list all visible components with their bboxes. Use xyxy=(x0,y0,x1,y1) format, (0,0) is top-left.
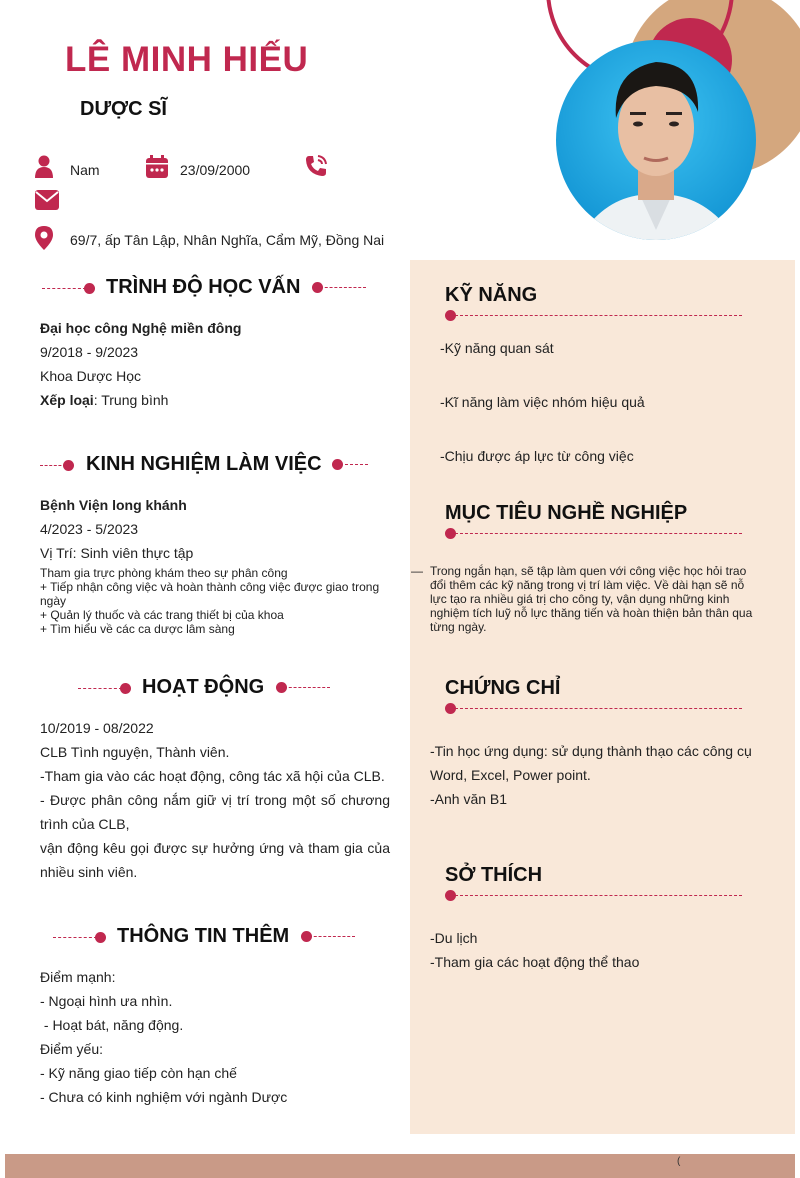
extra-line: - Chưa có kinh nghiệm với ngành Dược xyxy=(40,1089,288,1105)
hobby-item: -Tham gia các hoạt động thể thao xyxy=(430,954,640,970)
skill-item: -Kỹ năng quan sát xyxy=(440,340,554,356)
extra-details xyxy=(40,965,390,1109)
education-dot-left xyxy=(84,283,95,294)
extra-line: Điểm mạnh: xyxy=(40,969,116,985)
experience-dot-left xyxy=(63,460,74,471)
education-title: TRÌNH ĐỘ HỌC VẤN xyxy=(106,276,301,298)
experience-dash-right xyxy=(340,464,368,465)
footer-mark: ( xyxy=(677,1156,681,1167)
extra-dash-right xyxy=(309,936,355,937)
activities-line: - Được phân công nắm giữ vị trí trong một số chương trình của CLB, xyxy=(40,792,390,832)
experience-line: + Tìm hiểu về các ca dược lâm sàng xyxy=(40,622,235,636)
objective-text: Trong ngắn hạn, sẽ tập làm quen với công việc học hỏi trao đổi thêm các kỹ năng trong vị trí làm việc. Về dài hạn sẽ nỗ lực tạo ra nhiều giá trị cho công ty, vận dụng những kinh nghiệm tích luỹ nỗ lực thăng tiến và hoàn thiện bản thân qua từng ngày. xyxy=(430,564,753,634)
hobbies-divider xyxy=(455,895,742,896)
experience-title: KINH NGHIỆM LÀM VIỆC xyxy=(86,453,322,475)
experience-company: Bệnh Viện long khánh xyxy=(40,497,187,513)
skills-title: KỸ NĂNG xyxy=(445,284,538,306)
activities-org: CLB Tình nguyện, Thành viên. xyxy=(40,744,230,760)
objective-title: MỤC TIÊU NGHỀ NGHIỆP xyxy=(445,502,688,524)
education-dash-right xyxy=(320,287,366,288)
objective-divider xyxy=(455,533,742,534)
extra-line: Điểm yếu: xyxy=(40,1041,104,1057)
activities-title: HOẠT ĐỘNG xyxy=(142,676,265,698)
address-text: 69/7, ấp Tân Lập, Nhân Nghĩa, Cẩm Mỹ, Đồng Nai xyxy=(70,232,385,248)
objective-dash: — xyxy=(411,564,423,578)
activities-dot-left xyxy=(120,683,131,694)
skill-item: -Chịu được áp lực từ công việc xyxy=(440,448,634,464)
education-rank-value: : Trung bình xyxy=(93,392,169,408)
phone-icon xyxy=(304,154,328,178)
certificates-divider xyxy=(455,708,742,709)
activities-dash-left xyxy=(78,688,122,689)
experience-details xyxy=(40,566,390,636)
certificates-list xyxy=(430,739,765,811)
extra-line: - Hoạt bát, năng động. xyxy=(40,1017,184,1033)
activities-period: 10/2019 - 08/2022 xyxy=(40,720,154,736)
certificate-item: -Tin học ứng dụng: sử dụng thành thạo các công cụ Word, Excel, Power point. xyxy=(430,743,752,783)
experience-line: + Tiếp nhận công việc và hoàn thành công việc được giao trong ngày xyxy=(40,580,380,608)
hobbies-title: SỞ THÍCH xyxy=(445,864,543,886)
experience-period: 4/2023 - 5/2023 xyxy=(40,521,139,537)
hobbies-list xyxy=(430,926,765,974)
experience-line: + Quản lý thuốc và các trang thiết bị của khoa xyxy=(40,608,284,622)
candidate-role: DƯỢC SĨ xyxy=(80,98,167,120)
location-icon xyxy=(35,226,53,250)
certificate-item: -Anh văn B1 xyxy=(430,791,508,807)
mail-icon xyxy=(35,190,59,210)
calendar-icon xyxy=(146,155,168,179)
activities-line: vận động kêu gọi được sự hưởng ứng và tham gia của nhiều sinh viên. xyxy=(40,840,390,880)
education-rank xyxy=(40,388,168,412)
person-icon xyxy=(35,155,53,179)
activities-dash-right xyxy=(284,687,330,688)
extra-dash-left xyxy=(53,937,97,938)
activities-details xyxy=(40,764,390,884)
profile-photo xyxy=(556,40,756,245)
header-decoration xyxy=(0,0,800,260)
candidate-name: LÊ MINH HIẾU xyxy=(65,40,309,79)
birthdate-text: 23/09/2000 xyxy=(180,162,251,178)
skill-item: -Kĩ năng làm việc nhóm hiệu quả xyxy=(440,394,645,410)
experience-position: Vị Trí: Sinh viên thực tập xyxy=(40,545,194,561)
certificates-title: CHỨNG CHỈ xyxy=(445,677,561,699)
extra-line: - Kỹ năng giao tiếp còn hạn chế xyxy=(40,1065,237,1081)
education-faculty: Khoa Dược Học xyxy=(40,368,142,384)
hobby-item: -Du lịch xyxy=(430,930,478,946)
skills-divider xyxy=(455,315,742,316)
extra-dot-left xyxy=(95,932,106,943)
extra-title: THÔNG TIN THÊM xyxy=(117,925,290,947)
education-period: 9/2018 - 9/2023 xyxy=(40,344,139,360)
extra-line: - Ngoại hình ưa nhìn. xyxy=(40,993,173,1009)
education-rank-label: Xếp loại xyxy=(40,392,94,408)
gender-text: Nam xyxy=(70,162,100,178)
activities-line: -Tham gia vào các hoạt động, công tác xã hội của CLB. xyxy=(40,768,385,784)
education-dash-left xyxy=(42,288,86,289)
education-school: Đại học công Nghệ miền đông xyxy=(40,320,242,336)
experience-line: Tham gia trực phòng khám theo sự phân công xyxy=(40,566,288,580)
